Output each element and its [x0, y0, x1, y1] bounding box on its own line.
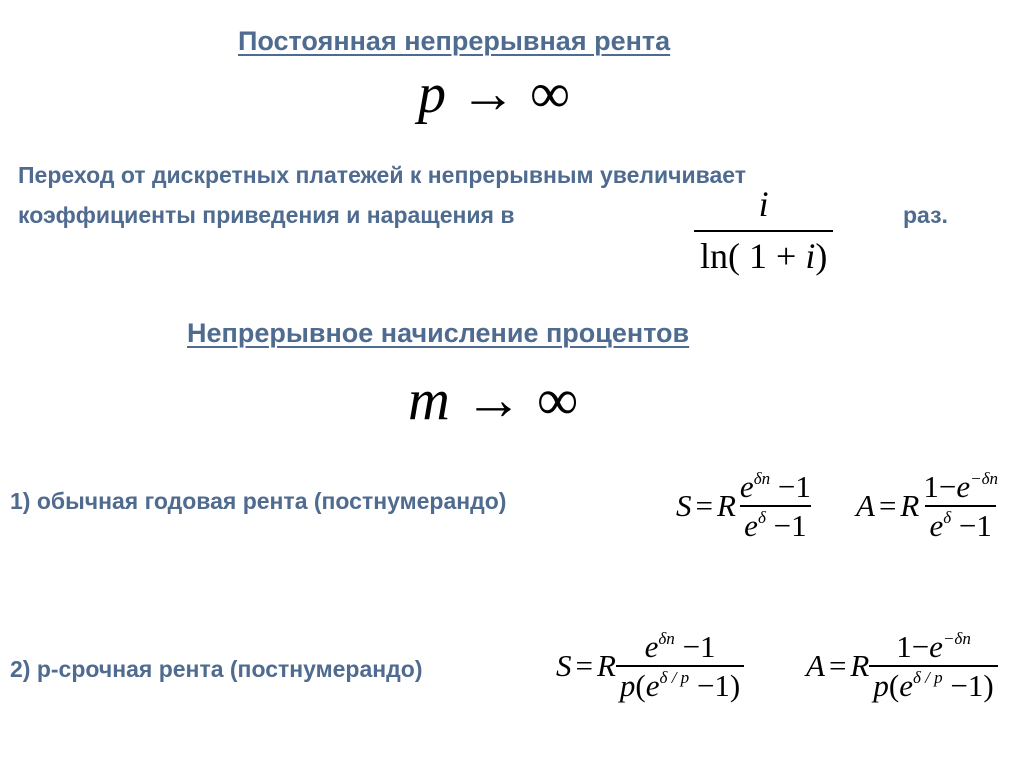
ratio-fraction — [694, 186, 833, 276]
section-title-constant-continuous-annuity: Постоянная непрерывная рента — [238, 26, 671, 56]
case1-S-formula: S = R $\frac{e^{\delta n} -1}{e^\delta -1}$ — [676, 470, 815, 543]
limit-var-p: p — [418, 63, 446, 125]
infinity-symbol: ∞ — [536, 367, 579, 432]
limit-p-to-infinity — [418, 62, 570, 126]
arrow-symbol: → — [460, 63, 516, 125]
case2-S-formula: S = R $\frac{e^{\delta n} -1}{p(e^{\delta / p} -1)}$ — [556, 630, 744, 703]
arrow-symbol: → — [464, 367, 523, 432]
section-title-continuous-interest: Непрерывное начисление процентов — [187, 318, 690, 348]
limit-m-to-infinity — [408, 366, 578, 433]
ratio-formula — [694, 186, 833, 276]
paragraph-line-2: коэффициенты приведения и наращения в — [18, 202, 515, 228]
limit-var-m: m — [408, 367, 450, 432]
case1-A-formula: A = R $\frac{1-e^{-\delta n}}{e^\delta -1}$ — [856, 470, 1002, 543]
paragraph-line-1: Переход от дискретных платежей к непрерывным увеличивает — [18, 162, 747, 188]
case2-label: 2) p-срочная рента (постнумерандо) — [10, 656, 423, 682]
ratio-numerator: i — [758, 184, 769, 224]
case1-S-fraction: $\frac{e^{\delta n} -1}{e^\delta -1}$ — [739, 468, 811, 544]
paragraph-suffix: раз. — [903, 202, 948, 228]
case1-A-fraction: $\frac{1-e^{-\delta n}}{e^\delta -1}$ — [923, 468, 999, 544]
infinity-symbol: ∞ — [530, 63, 570, 125]
case2-A-formula: A = R $\frac{1-e^{-\delta n}}{p(e^{\delta / p} -1)}$ — [806, 630, 998, 703]
case2-A-fraction: $\frac{1-e^{-\delta n}}{p(e^{\delta / p} -1)}$ — [869, 630, 997, 703]
case2-S-fraction: $\frac{e^{\delta n} -1}{p(e^{\delta / p} -1)}$ — [616, 630, 744, 703]
ratio-denominator: ln( 1 + i) — [694, 230, 833, 276]
case1-label: 1) обычная годовая рента (постнумерандо) — [10, 488, 507, 514]
